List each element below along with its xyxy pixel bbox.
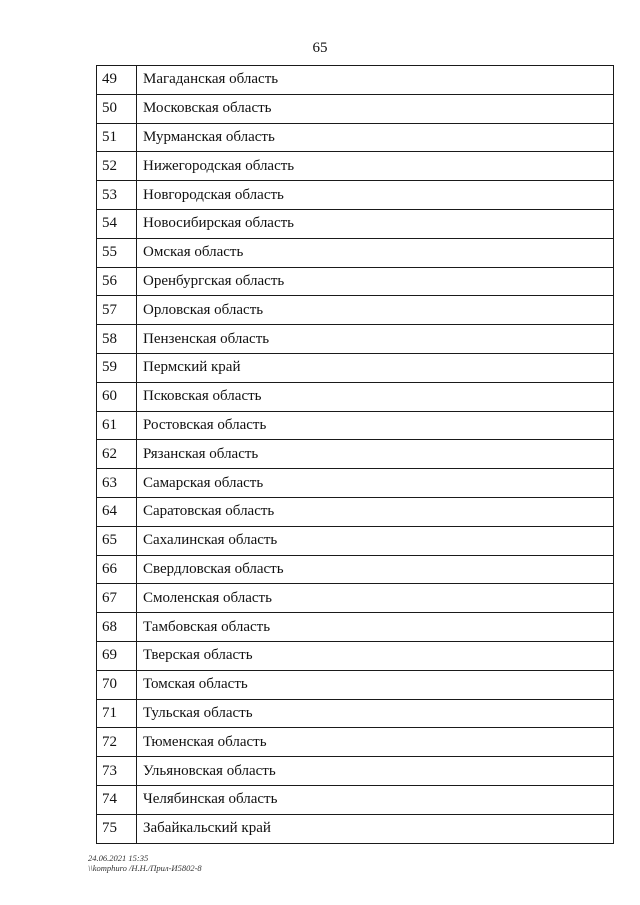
table-row (97, 267, 614, 296)
region-name-cell: Рязанская область (137, 440, 614, 469)
region-number-cell: 57 (97, 296, 137, 325)
region-number-cell: 62 (97, 440, 137, 469)
table-row (97, 123, 614, 152)
region-name-cell: Мурманская область (137, 123, 614, 152)
table-row (97, 699, 614, 728)
region-number-cell: 69 (97, 641, 137, 670)
region-name-cell: Забайкальский край (137, 814, 614, 843)
region-number-cell: 72 (97, 728, 137, 757)
region-name-cell: Самарская область (137, 469, 614, 498)
region-number-cell: 65 (97, 526, 137, 555)
table-row (97, 728, 614, 757)
region-number-cell: 61 (97, 411, 137, 440)
region-name-cell: Омская область (137, 238, 614, 267)
region-name-cell: Магаданская область (137, 66, 614, 95)
region-name-cell: Челябинская область (137, 785, 614, 814)
table-row (97, 440, 614, 469)
footer-date: 24.06.2021 15:35 (88, 853, 149, 863)
region-name-cell: Новосибирская область (137, 209, 614, 238)
table-row (97, 382, 614, 411)
region-name-cell: Тюменская область (137, 728, 614, 757)
region-name-cell: Орловская область (137, 296, 614, 325)
region-number-cell: 59 (97, 353, 137, 382)
region-number-cell: 63 (97, 469, 137, 498)
table-row (97, 670, 614, 699)
footer-file-path: \\komphuro /Н.Н./Прил-И5802-8 (88, 863, 202, 873)
region-name-cell: Смоленская область (137, 584, 614, 613)
table-row (97, 469, 614, 498)
region-number-cell: 68 (97, 613, 137, 642)
region-number-cell: 51 (97, 123, 137, 152)
table-row (97, 757, 614, 786)
region-number-cell: 60 (97, 382, 137, 411)
table-row (97, 209, 614, 238)
region-number-cell: 54 (97, 209, 137, 238)
table-row (97, 411, 614, 440)
region-name-cell: Сахалинская область (137, 526, 614, 555)
region-name-cell: Нижегородская область (137, 152, 614, 181)
region-number-cell: 70 (97, 670, 137, 699)
table-row (97, 325, 614, 354)
region-name-cell: Тульская область (137, 699, 614, 728)
table-row (97, 526, 614, 555)
regions-table (96, 65, 614, 844)
table-row (97, 66, 614, 95)
region-number-cell: 56 (97, 267, 137, 296)
table-row (97, 555, 614, 584)
region-name-cell: Ульяновская область (137, 757, 614, 786)
table-row (97, 613, 614, 642)
region-name-cell: Саратовская область (137, 497, 614, 526)
table-row (97, 152, 614, 181)
region-number-cell: 71 (97, 699, 137, 728)
region-number-cell: 75 (97, 814, 137, 843)
region-name-cell: Пермский край (137, 353, 614, 382)
region-name-cell: Томская область (137, 670, 614, 699)
table-row (97, 238, 614, 267)
table-row (97, 353, 614, 382)
region-number-cell: 53 (97, 181, 137, 210)
table-row (97, 814, 614, 843)
table-row (97, 641, 614, 670)
region-number-cell: 52 (97, 152, 137, 181)
region-name-cell: Оренбургская область (137, 267, 614, 296)
document-footer (88, 853, 202, 873)
region-number-cell: 64 (97, 497, 137, 526)
region-name-cell: Новгородская область (137, 181, 614, 210)
region-number-cell: 67 (97, 584, 137, 613)
region-name-cell: Тамбовская область (137, 613, 614, 642)
region-name-cell: Пензенская область (137, 325, 614, 354)
region-name-cell: Псковская область (137, 382, 614, 411)
table-row (97, 785, 614, 814)
table-row (97, 296, 614, 325)
table-row (97, 94, 614, 123)
region-name-cell: Ростовская область (137, 411, 614, 440)
region-number-cell: 50 (97, 94, 137, 123)
region-name-cell: Тверская область (137, 641, 614, 670)
table-row (97, 497, 614, 526)
regions-table-body (97, 66, 614, 844)
table-row (97, 584, 614, 613)
region-number-cell: 49 (97, 66, 137, 95)
table-row (97, 181, 614, 210)
region-number-cell: 73 (97, 757, 137, 786)
region-number-cell: 58 (97, 325, 137, 354)
region-name-cell: Московская область (137, 94, 614, 123)
region-number-cell: 74 (97, 785, 137, 814)
page-number: 65 (312, 40, 328, 56)
region-number-cell: 66 (97, 555, 137, 584)
region-number-cell: 55 (97, 238, 137, 267)
region-name-cell: Свердловская область (137, 555, 614, 584)
